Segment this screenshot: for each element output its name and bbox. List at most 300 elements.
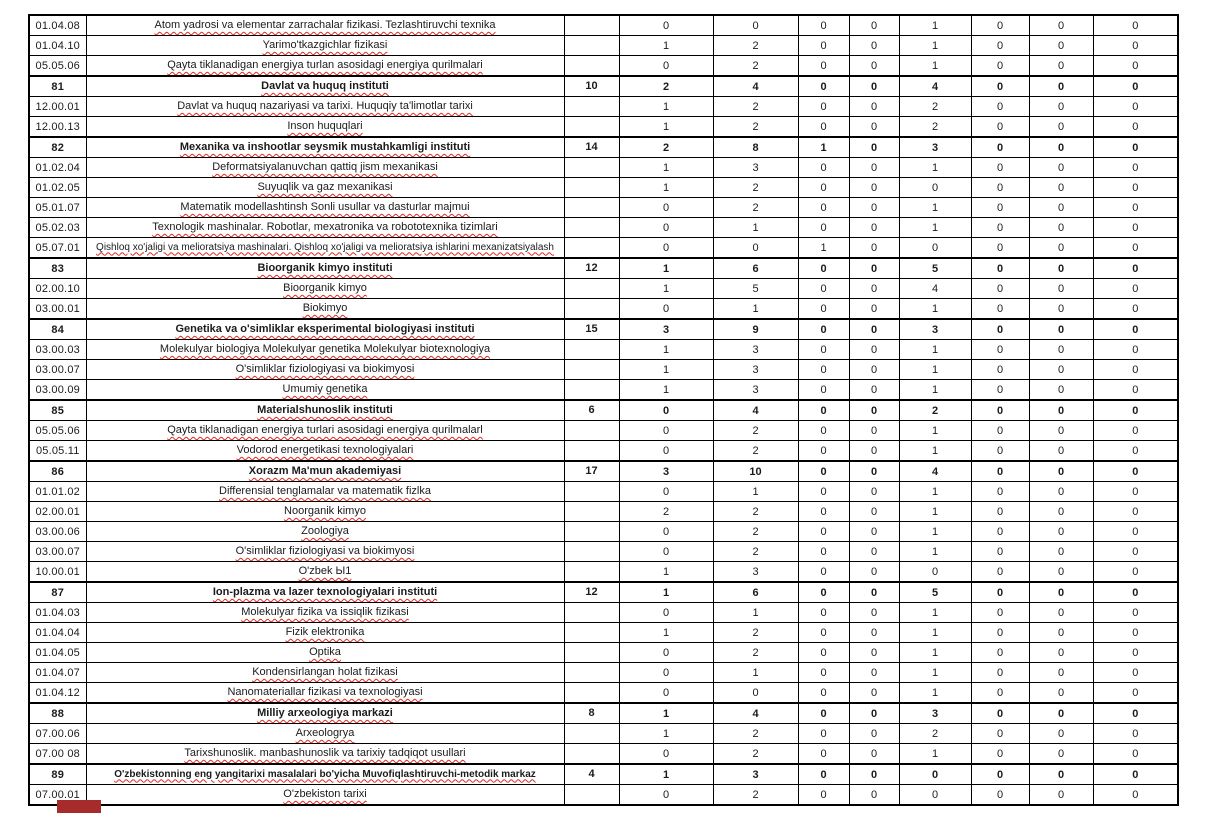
value-cell-7: 0 — [1029, 380, 1093, 401]
value-cell-2: 2 — [713, 117, 798, 138]
value-cell-2: 10 — [713, 461, 798, 482]
value-cell-7: 0 — [1029, 703, 1093, 724]
value-cell-4: 0 — [849, 603, 899, 623]
value-cell-2: 2 — [713, 623, 798, 643]
table-row — [29, 643, 1178, 663]
institute-total-cell: 12 — [564, 258, 619, 279]
value-cell-7: 0 — [1029, 562, 1093, 583]
value-cell-5: 1 — [899, 542, 971, 562]
value-cell-1: 0 — [619, 785, 713, 806]
value-cell-1: 0 — [619, 400, 713, 421]
value-cell-6: 0 — [971, 198, 1029, 218]
value-cell-4: 0 — [849, 36, 899, 56]
value-cell-5: 1 — [899, 299, 971, 320]
value-cell-6: 0 — [971, 542, 1029, 562]
value-cell-7: 0 — [1029, 785, 1093, 806]
institute-total-cell — [564, 36, 619, 56]
value-cell-3: 0 — [798, 218, 849, 238]
value-cell-2: 5 — [713, 279, 798, 299]
value-cell-5: 1 — [899, 683, 971, 704]
value-cell-8: 0 — [1093, 785, 1178, 806]
value-cell-7: 0 — [1029, 15, 1093, 36]
specialty-code-cell: 12.00.01 — [29, 97, 86, 117]
value-cell-2: 6 — [713, 582, 798, 603]
value-cell-2: 2 — [713, 421, 798, 441]
value-cell-1: 0 — [619, 15, 713, 36]
value-cell-1: 2 — [619, 137, 713, 158]
specialty-code-cell: 03.00.01 — [29, 299, 86, 320]
value-cell-4: 0 — [849, 218, 899, 238]
specialty-code-cell: 85 — [29, 400, 86, 421]
specialty-name-cell: Tarixshunoslik. manbashunoslik va tarixiy tadqiqot usullari — [86, 744, 564, 765]
value-cell-7: 0 — [1029, 76, 1093, 97]
value-cell-7: 0 — [1029, 441, 1093, 462]
specialty-code-cell: 07.00.01 — [29, 785, 86, 806]
specialty-name-cell: Deformatsiyalanuvchan qattiq jism mexanikasi — [86, 158, 564, 178]
specialty-name-cell: Molekulyar biologiya Molekulyar genetika Molekulyar biotexnologiya — [86, 340, 564, 360]
table-row — [29, 582, 1178, 603]
table-row — [29, 744, 1178, 765]
specialty-code-cell: 05.05.11 — [29, 441, 86, 462]
value-cell-8: 0 — [1093, 522, 1178, 542]
value-cell-3: 0 — [798, 400, 849, 421]
value-cell-2: 4 — [713, 76, 798, 97]
value-cell-4: 0 — [849, 258, 899, 279]
value-cell-7: 0 — [1029, 724, 1093, 744]
value-cell-5: 1 — [899, 482, 971, 502]
value-cell-3: 0 — [798, 258, 849, 279]
value-cell-5: 2 — [899, 117, 971, 138]
value-cell-7: 0 — [1029, 421, 1093, 441]
value-cell-5: 1 — [899, 441, 971, 462]
table-row — [29, 137, 1178, 158]
value-cell-3: 0 — [798, 663, 849, 683]
value-cell-5: 1 — [899, 522, 971, 542]
value-cell-7: 0 — [1029, 522, 1093, 542]
value-cell-2: 0 — [713, 238, 798, 259]
value-cell-6: 0 — [971, 643, 1029, 663]
specialty-name-cell: Kondensirlangan holat fizikasi — [86, 663, 564, 683]
value-cell-1: 0 — [619, 542, 713, 562]
table-row — [29, 279, 1178, 299]
value-cell-3: 0 — [798, 319, 849, 340]
value-cell-4: 0 — [849, 198, 899, 218]
value-cell-8: 0 — [1093, 582, 1178, 603]
value-cell-5: 1 — [899, 15, 971, 36]
specialty-code-cell: 01.02.04 — [29, 158, 86, 178]
specialty-code-cell: 87 — [29, 582, 86, 603]
value-cell-6: 0 — [971, 603, 1029, 623]
value-cell-7: 0 — [1029, 97, 1093, 117]
specialty-code-cell: 12.00.13 — [29, 117, 86, 138]
specialty-code-cell: 89 — [29, 764, 86, 785]
value-cell-8: 0 — [1093, 441, 1178, 462]
value-cell-6: 0 — [971, 502, 1029, 522]
value-cell-7: 0 — [1029, 603, 1093, 623]
specialty-name-cell: Vodorod energetikasi texnologiyalari — [86, 441, 564, 462]
table-row — [29, 785, 1178, 806]
value-cell-2: 2 — [713, 724, 798, 744]
value-cell-8: 0 — [1093, 764, 1178, 785]
value-cell-4: 0 — [849, 502, 899, 522]
specialty-code-cell: 05.01.07 — [29, 198, 86, 218]
value-cell-8: 0 — [1093, 421, 1178, 441]
value-cell-6: 0 — [971, 299, 1029, 320]
institute-total-cell — [564, 683, 619, 704]
table-row — [29, 360, 1178, 380]
table-row — [29, 603, 1178, 623]
specialty-code-cell: 03.00.07 — [29, 542, 86, 562]
value-cell-2: 1 — [713, 663, 798, 683]
specialty-code-cell: 01.02.05 — [29, 178, 86, 198]
value-cell-7: 0 — [1029, 663, 1093, 683]
value-cell-4: 0 — [849, 764, 899, 785]
value-cell-5: 0 — [899, 785, 971, 806]
specialties-table — [28, 14, 1179, 806]
value-cell-3: 0 — [798, 562, 849, 583]
value-cell-2: 2 — [713, 643, 798, 663]
specialty-name-cell: Qishloq xo'jaligi va melioratsiya mashinalari. Qishloq xo'jaligi va melioratsiya ishlarini mexanizatsiyalash — [86, 238, 564, 259]
value-cell-8: 0 — [1093, 76, 1178, 97]
institute-total-cell — [564, 360, 619, 380]
value-cell-8: 0 — [1093, 542, 1178, 562]
value-cell-5: 3 — [899, 319, 971, 340]
value-cell-3: 1 — [798, 238, 849, 259]
value-cell-1: 1 — [619, 623, 713, 643]
specialty-name-cell: Ion-plazma va lazer texnologiyalari instituti — [86, 582, 564, 603]
value-cell-7: 0 — [1029, 158, 1093, 178]
value-cell-7: 0 — [1029, 299, 1093, 320]
value-cell-6: 0 — [971, 178, 1029, 198]
value-cell-5: 0 — [899, 764, 971, 785]
specialty-name-cell: Xorazm Ma'mun akademiyasi — [86, 461, 564, 482]
value-cell-5: 1 — [899, 421, 971, 441]
value-cell-1: 0 — [619, 56, 713, 77]
value-cell-3: 0 — [798, 785, 849, 806]
institute-total-cell — [564, 238, 619, 259]
value-cell-1: 1 — [619, 36, 713, 56]
table-row — [29, 117, 1178, 138]
value-cell-4: 0 — [849, 137, 899, 158]
value-cell-8: 0 — [1093, 15, 1178, 36]
value-cell-8: 0 — [1093, 603, 1178, 623]
specialty-code-cell: 86 — [29, 461, 86, 482]
value-cell-7: 0 — [1029, 56, 1093, 77]
value-cell-7: 0 — [1029, 502, 1093, 522]
institute-total-cell: 4 — [564, 764, 619, 785]
table-row — [29, 502, 1178, 522]
value-cell-7: 0 — [1029, 178, 1093, 198]
specialty-code-cell: 10.00.01 — [29, 562, 86, 583]
institute-total-cell — [564, 117, 619, 138]
institute-total-cell — [564, 421, 619, 441]
value-cell-3: 0 — [798, 582, 849, 603]
table-row — [29, 724, 1178, 744]
value-cell-2: 4 — [713, 703, 798, 724]
value-cell-7: 0 — [1029, 340, 1093, 360]
value-cell-4: 0 — [849, 421, 899, 441]
specialty-name-cell: Molekulyar fizika va issiqlik fizikasi — [86, 603, 564, 623]
table-row — [29, 198, 1178, 218]
specialty-name-cell: O'simliklar fiziologiyasi va biokimyosi — [86, 360, 564, 380]
value-cell-1: 1 — [619, 158, 713, 178]
institute-total-cell: 8 — [564, 703, 619, 724]
value-cell-8: 0 — [1093, 400, 1178, 421]
specialty-code-cell: 01.04.07 — [29, 663, 86, 683]
value-cell-4: 0 — [849, 319, 899, 340]
value-cell-7: 0 — [1029, 279, 1093, 299]
table-row — [29, 340, 1178, 360]
value-cell-5: 5 — [899, 258, 971, 279]
value-cell-8: 0 — [1093, 279, 1178, 299]
specialty-code-cell: 01.01.02 — [29, 482, 86, 502]
institute-total-cell — [564, 299, 619, 320]
institute-total-cell — [564, 663, 619, 683]
value-cell-3: 0 — [798, 522, 849, 542]
value-cell-8: 0 — [1093, 340, 1178, 360]
value-cell-8: 0 — [1093, 502, 1178, 522]
specialty-name-cell: Milliy arxeologiya markazi — [86, 703, 564, 724]
specialty-name-cell: Yarimo'tkazgichlar fizikasi — [86, 36, 564, 56]
value-cell-6: 0 — [971, 623, 1029, 643]
value-cell-4: 0 — [849, 279, 899, 299]
value-cell-7: 0 — [1029, 137, 1093, 158]
value-cell-3: 0 — [798, 703, 849, 724]
value-cell-7: 0 — [1029, 683, 1093, 704]
table-row — [29, 158, 1178, 178]
value-cell-1: 2 — [619, 76, 713, 97]
specialty-code-cell: 01.04.04 — [29, 623, 86, 643]
value-cell-3: 0 — [798, 117, 849, 138]
value-cell-2: 3 — [713, 380, 798, 401]
institute-total-cell: 6 — [564, 400, 619, 421]
specialty-code-cell: 03.00.07 — [29, 360, 86, 380]
institute-total-cell — [564, 15, 619, 36]
institute-total-cell — [564, 279, 619, 299]
value-cell-1: 1 — [619, 764, 713, 785]
specialty-code-cell: 88 — [29, 703, 86, 724]
value-cell-8: 0 — [1093, 56, 1178, 77]
value-cell-3: 0 — [798, 623, 849, 643]
specialty-name-cell: Davlat va huquq nazariyasi va tarixi. Huquqiy ta'limotlar tarixi — [86, 97, 564, 117]
table-row — [29, 97, 1178, 117]
specialty-name-cell: Inson huquqlari — [86, 117, 564, 138]
value-cell-1: 1 — [619, 562, 713, 583]
value-cell-8: 0 — [1093, 117, 1178, 138]
value-cell-4: 0 — [849, 441, 899, 462]
table-row — [29, 258, 1178, 279]
specialty-code-cell: 05.07.01 — [29, 238, 86, 259]
specialty-code-cell: 07.00 08 — [29, 744, 86, 765]
institute-total-cell — [564, 744, 619, 765]
value-cell-5: 1 — [899, 744, 971, 765]
value-cell-1: 0 — [619, 663, 713, 683]
value-cell-4: 0 — [849, 522, 899, 542]
value-cell-5: 3 — [899, 703, 971, 724]
value-cell-5: 1 — [899, 663, 971, 683]
value-cell-1: 1 — [619, 582, 713, 603]
specialty-name-cell: Materialshunoslik instituti — [86, 400, 564, 421]
specialty-name-cell: Nanomateriallar fizikasi va texnologiyasi — [86, 683, 564, 704]
value-cell-7: 0 — [1029, 461, 1093, 482]
value-cell-1: 1 — [619, 117, 713, 138]
specialty-code-cell: 05.05.06 — [29, 56, 86, 77]
value-cell-3: 1 — [798, 137, 849, 158]
value-cell-7: 0 — [1029, 623, 1093, 643]
value-cell-2: 1 — [713, 603, 798, 623]
institute-total-cell — [564, 623, 619, 643]
value-cell-7: 0 — [1029, 482, 1093, 502]
table-row — [29, 421, 1178, 441]
value-cell-6: 0 — [971, 522, 1029, 542]
specialty-name-cell: Mexanika va inshootlar seysmik mustahkamligi instituti — [86, 137, 564, 158]
value-cell-3: 0 — [798, 380, 849, 401]
value-cell-1: 1 — [619, 380, 713, 401]
table-row — [29, 441, 1178, 462]
value-cell-7: 0 — [1029, 117, 1093, 138]
specialty-name-cell: Bioorganik kimyo — [86, 279, 564, 299]
table-row — [29, 683, 1178, 704]
value-cell-7: 0 — [1029, 400, 1093, 421]
value-cell-6: 0 — [971, 663, 1029, 683]
value-cell-5: 1 — [899, 502, 971, 522]
value-cell-6: 0 — [971, 764, 1029, 785]
value-cell-2: 2 — [713, 441, 798, 462]
value-cell-6: 0 — [971, 785, 1029, 806]
value-cell-8: 0 — [1093, 663, 1178, 683]
value-cell-2: 3 — [713, 158, 798, 178]
specialty-name-cell: O'zbek Ы1 — [86, 562, 564, 583]
specialty-name-cell: O'zbekistonning eng yangitarixi masalalari bo'yicha Muvofiqlashtiruvchi-metodik markaz — [86, 764, 564, 785]
value-cell-5: 1 — [899, 360, 971, 380]
value-cell-6: 0 — [971, 703, 1029, 724]
value-cell-2: 3 — [713, 360, 798, 380]
value-cell-5: 2 — [899, 724, 971, 744]
institute-total-cell — [564, 97, 619, 117]
specialty-name-cell: Differensial tenglamalar va matematik fizlka — [86, 482, 564, 502]
value-cell-7: 0 — [1029, 542, 1093, 562]
specialty-name-cell: Bioorganik kimyo instituti — [86, 258, 564, 279]
value-cell-3: 0 — [798, 340, 849, 360]
specialty-name-cell: Genetika va o'simliklar eksperimental biologiyasi instituti — [86, 319, 564, 340]
specialty-code-cell: 01.04.12 — [29, 683, 86, 704]
institute-total-cell — [564, 502, 619, 522]
specialty-code-cell: 01.04.10 — [29, 36, 86, 56]
specialty-name-cell: Qayta tiklanadigan energiya turlan asosidagi energiya qurilmalari — [86, 56, 564, 77]
institute-total-cell: 12 — [564, 582, 619, 603]
red-marker — [57, 800, 101, 813]
table-row — [29, 542, 1178, 562]
institute-total-cell — [564, 441, 619, 462]
value-cell-4: 0 — [849, 360, 899, 380]
institute-total-cell — [564, 482, 619, 502]
value-cell-6: 0 — [971, 724, 1029, 744]
specialty-name-cell: Qayta tiklanadigan energiya turlari asosidagi energiya qurilmalarl — [86, 421, 564, 441]
table-row — [29, 703, 1178, 724]
value-cell-7: 0 — [1029, 360, 1093, 380]
value-cell-5: 1 — [899, 36, 971, 56]
specialty-code-cell: 03.00.09 — [29, 380, 86, 401]
table-row — [29, 238, 1178, 259]
value-cell-8: 0 — [1093, 703, 1178, 724]
table-row — [29, 380, 1178, 401]
table-row — [29, 562, 1178, 583]
institute-total-cell — [564, 643, 619, 663]
value-cell-6: 0 — [971, 319, 1029, 340]
value-cell-5: 1 — [899, 643, 971, 663]
value-cell-7: 0 — [1029, 643, 1093, 663]
value-cell-4: 0 — [849, 562, 899, 583]
value-cell-8: 0 — [1093, 623, 1178, 643]
value-cell-7: 0 — [1029, 258, 1093, 279]
table-row — [29, 522, 1178, 542]
value-cell-3: 0 — [798, 178, 849, 198]
value-cell-2: 1 — [713, 218, 798, 238]
specialty-name-cell: Optika — [86, 643, 564, 663]
table-row — [29, 76, 1178, 97]
institute-total-cell — [564, 562, 619, 583]
value-cell-4: 0 — [849, 158, 899, 178]
value-cell-2: 2 — [713, 785, 798, 806]
value-cell-8: 0 — [1093, 461, 1178, 482]
value-cell-6: 0 — [971, 36, 1029, 56]
value-cell-4: 0 — [849, 482, 899, 502]
value-cell-3: 0 — [798, 421, 849, 441]
value-cell-3: 0 — [798, 683, 849, 704]
specialty-name-cell: Noorganik kimyo — [86, 502, 564, 522]
specialty-name-cell: Texnologik mashinalar. Robotlar, mexatronika va robototexnika tizimlari — [86, 218, 564, 238]
value-cell-2: 2 — [713, 502, 798, 522]
value-cell-1: 0 — [619, 683, 713, 704]
value-cell-3: 0 — [798, 764, 849, 785]
value-cell-2: 3 — [713, 764, 798, 785]
value-cell-3: 0 — [798, 502, 849, 522]
value-cell-1: 0 — [619, 421, 713, 441]
value-cell-6: 0 — [971, 683, 1029, 704]
value-cell-7: 0 — [1029, 218, 1093, 238]
value-cell-2: 1 — [713, 482, 798, 502]
value-cell-8: 0 — [1093, 238, 1178, 259]
value-cell-4: 0 — [849, 15, 899, 36]
specialty-code-cell: 03.00.03 — [29, 340, 86, 360]
institute-total-cell — [564, 522, 619, 542]
value-cell-1: 0 — [619, 441, 713, 462]
value-cell-2: 0 — [713, 683, 798, 704]
value-cell-5: 0 — [899, 238, 971, 259]
specialty-code-cell: 01.04.08 — [29, 15, 86, 36]
value-cell-7: 0 — [1029, 36, 1093, 56]
value-cell-2: 2 — [713, 198, 798, 218]
value-cell-8: 0 — [1093, 683, 1178, 704]
value-cell-2: 3 — [713, 562, 798, 583]
table-row — [29, 764, 1178, 785]
value-cell-3: 0 — [798, 744, 849, 765]
value-cell-4: 0 — [849, 56, 899, 77]
value-cell-7: 0 — [1029, 582, 1093, 603]
value-cell-3: 0 — [798, 482, 849, 502]
value-cell-3: 0 — [798, 279, 849, 299]
specialty-name-cell: Matematik modellashtinsh Sonli usullar va dasturlar majmui — [86, 198, 564, 218]
value-cell-4: 0 — [849, 340, 899, 360]
value-cell-8: 0 — [1093, 198, 1178, 218]
value-cell-6: 0 — [971, 279, 1029, 299]
value-cell-4: 0 — [849, 178, 899, 198]
institute-total-cell — [564, 218, 619, 238]
value-cell-2: 2 — [713, 36, 798, 56]
table-row — [29, 623, 1178, 643]
value-cell-4: 0 — [849, 400, 899, 421]
value-cell-4: 0 — [849, 643, 899, 663]
